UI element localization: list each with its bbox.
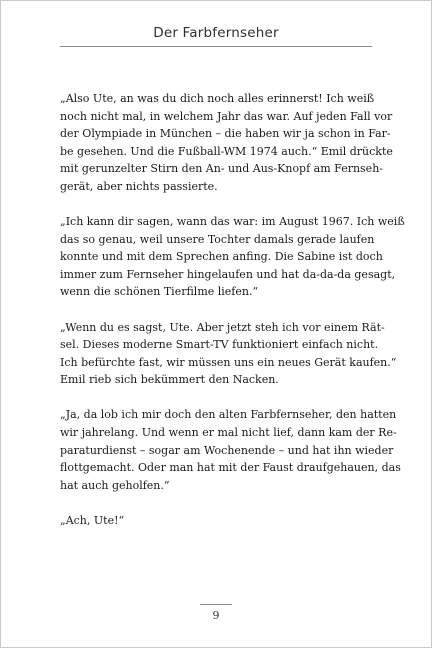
text-line: der Olympiade in München – die haben wir ja schon in Far- [60,127,391,141]
text-line: be gesehen. Und die Fußball-WM 1974 auch.“ Emil drückte [60,144,393,158]
text-line: „Ach, Ute!“ [60,513,125,527]
text-line: sel. Dieses moderne Smart-TV funktioniert einfach nicht. [60,338,379,352]
paragraph [60,319,397,389]
running-header-title: Der Farbfernseher [153,25,279,41]
text-line: Ich befürchte fast, wir müssen uns ein neues Gerät kaufen.“ [60,355,397,369]
text-line: noch nicht mal, in welchem Jahr das war. Auf jeden Fall vor [60,109,393,123]
text-line: das so genau, weil unsere Tochter damals gerade laufen [60,232,375,246]
text-line: Emil rieb sich bekümmert den Nacken. [60,373,279,387]
text-line: „Also Ute, an was du dich noch alles erinnerst! Ich weiß [60,92,375,105]
header-rule [60,46,372,47]
text-line: wenn die schönen Tierfilme liefen.“ [60,285,259,299]
text-line: wir jahrelang. Und wenn er mal nicht lief, dann kam der Re- [60,426,397,439]
text-line: „Ja, da lob ich mir doch den alten Farbfernseher, den hatten [60,408,397,422]
text-line: „Wenn du es sagst, Ute. Aber jetzt steh ich vor einem Rät- [60,320,385,334]
text-line: flottgemacht. Oder man hat mit der Faust draufgehauen, das [60,461,401,475]
text-line: konnte und mit dem Sprechen anfing. Die Sabine ist doch [60,250,383,264]
text-line: hat auch geholfen.“ [60,478,170,492]
paragraph [60,90,393,196]
paragraph [60,406,401,494]
body-text [60,90,405,547]
paragraph [60,213,405,301]
text-line: paraturdienst – sogar am Wochenende – und hat ihn wieder [60,443,394,457]
footer-rule [200,604,232,605]
text-line: mit gerunzelter Stirn den An- und Aus-Knopf am Fernseh- [60,162,383,176]
text-line: gerät, aber nichts passierte. [60,179,218,193]
text-line: immer zum Fernseher hingelaufen und hat da-da-da gesagt, [60,267,396,281]
paragraph [60,512,372,530]
text-line: „Ich kann dir sagen, wann das war: im August 1967. Ich weiß [60,215,405,229]
page-number: 9 [212,609,220,622]
